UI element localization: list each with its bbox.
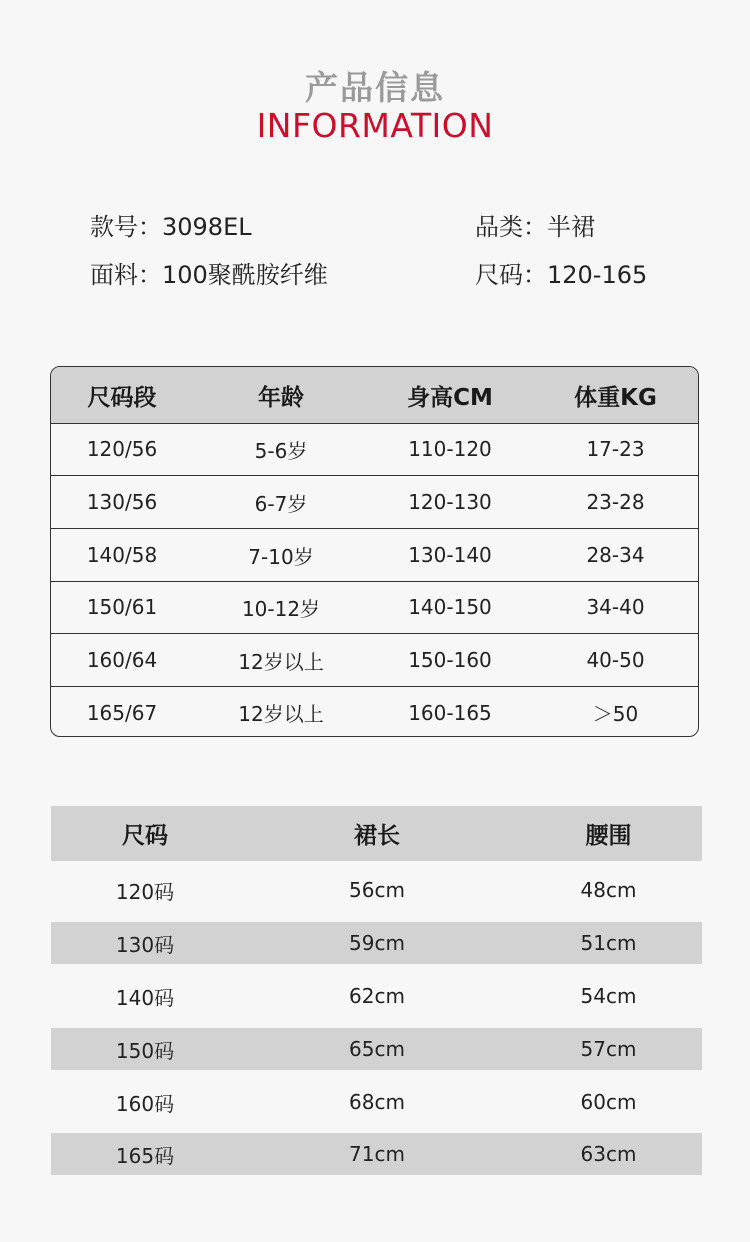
table-cell: 120-130 (408, 490, 492, 514)
table-cell: 23-28 (586, 490, 645, 514)
table-row (51, 1081, 702, 1123)
table-cell: 120/56 (86, 437, 158, 461)
header-cell: 尺码 (122, 823, 168, 849)
measurement-table (51, 806, 702, 1176)
category-label: 品类： (475, 213, 547, 241)
table-cell: 54cm (580, 984, 637, 1008)
page-title-cn: 产品信息 (305, 68, 445, 107)
table-cell: 60cm (580, 1090, 637, 1114)
table-row (51, 1133, 702, 1175)
table-row (51, 634, 698, 687)
table-row (51, 529, 698, 582)
info-row-1 (90, 207, 700, 241)
table-cell: 150/61 (86, 595, 158, 619)
table-cell: 57cm (580, 1037, 637, 1061)
table-cell: 165/67 (86, 700, 158, 725)
table-cell: 160码 (115, 1091, 175, 1116)
table-cell: 150码 (115, 1038, 175, 1063)
table-row (51, 686, 698, 737)
style-number (90, 207, 252, 242)
table-cell: 130-140 (408, 543, 492, 567)
table-cell: 5-6岁 (254, 438, 308, 463)
table-cell: 51cm (580, 931, 637, 955)
table-cell: 150-160 (408, 648, 492, 672)
table-cell: 165码 (115, 1143, 175, 1168)
category (475, 207, 595, 242)
table-row (51, 1028, 702, 1070)
header-cell: 身高CM (407, 384, 493, 411)
table-cell: 59cm (349, 931, 405, 955)
table-cell: 34-40 (586, 595, 645, 619)
table-cell: 110-120 (408, 437, 492, 461)
table-header (51, 367, 698, 424)
fabric (90, 255, 328, 290)
table-cell: 10-12岁 (241, 596, 321, 621)
table-cell: 62cm (349, 984, 405, 1008)
header-cell: 体重KG (574, 384, 657, 411)
table-header (51, 806, 702, 861)
table-row (51, 423, 698, 476)
table-cell: 63cm (580, 1142, 637, 1166)
table-cell: 120码 (115, 879, 175, 904)
info-row-2 (90, 255, 700, 289)
table-cell: ＞50 (592, 702, 639, 726)
table-cell: 40-50 (586, 648, 645, 672)
table-row (51, 975, 702, 1017)
table-cell: 130/56 (86, 490, 158, 514)
table-row (51, 581, 698, 634)
table-row (51, 869, 702, 911)
size-range (475, 255, 647, 290)
table-cell: 28-34 (586, 543, 645, 567)
style-label: 款号： (90, 213, 162, 241)
table-cell: 56cm (349, 878, 405, 902)
category-value: 半裙 (547, 213, 595, 241)
header-cell: 尺码段 (87, 384, 157, 411)
table-cell: 140/58 (86, 543, 158, 567)
table-cell: 140-150 (408, 595, 492, 619)
size-value: 120-165 (547, 261, 648, 289)
table-cell: 160-165 (408, 700, 492, 725)
header-cell: 腰围 (585, 823, 632, 849)
table-cell: 130码 (115, 932, 175, 957)
table-cell: 17-23 (586, 437, 645, 461)
table-row (51, 476, 698, 529)
table-cell: 160/64 (86, 648, 158, 672)
table-cell: 7-10岁 (248, 544, 314, 569)
fabric-value: 100聚酰胺纤维 (162, 261, 328, 289)
size-label: 尺码： (475, 261, 547, 289)
table-cell: 6-7岁 (254, 491, 308, 516)
table-cell: 140码 (115, 985, 175, 1010)
table-cell: 12岁以上 (238, 702, 324, 726)
table-cell: 65cm (349, 1037, 405, 1061)
table-cell: 68cm (349, 1090, 405, 1114)
header-cell: 裙长 (354, 823, 400, 849)
size-age-table (50, 366, 699, 737)
table-cell: 48cm (580, 878, 637, 902)
table-cell: 12岁以上 (238, 649, 324, 674)
fabric-label: 面料： (90, 261, 162, 289)
header-cell: 年龄 (258, 384, 304, 411)
page-title-en: INFORMATION (256, 106, 494, 145)
table-row (51, 922, 702, 964)
table-cell: 71cm (349, 1142, 405, 1166)
style-value: 3098EL (162, 213, 252, 241)
